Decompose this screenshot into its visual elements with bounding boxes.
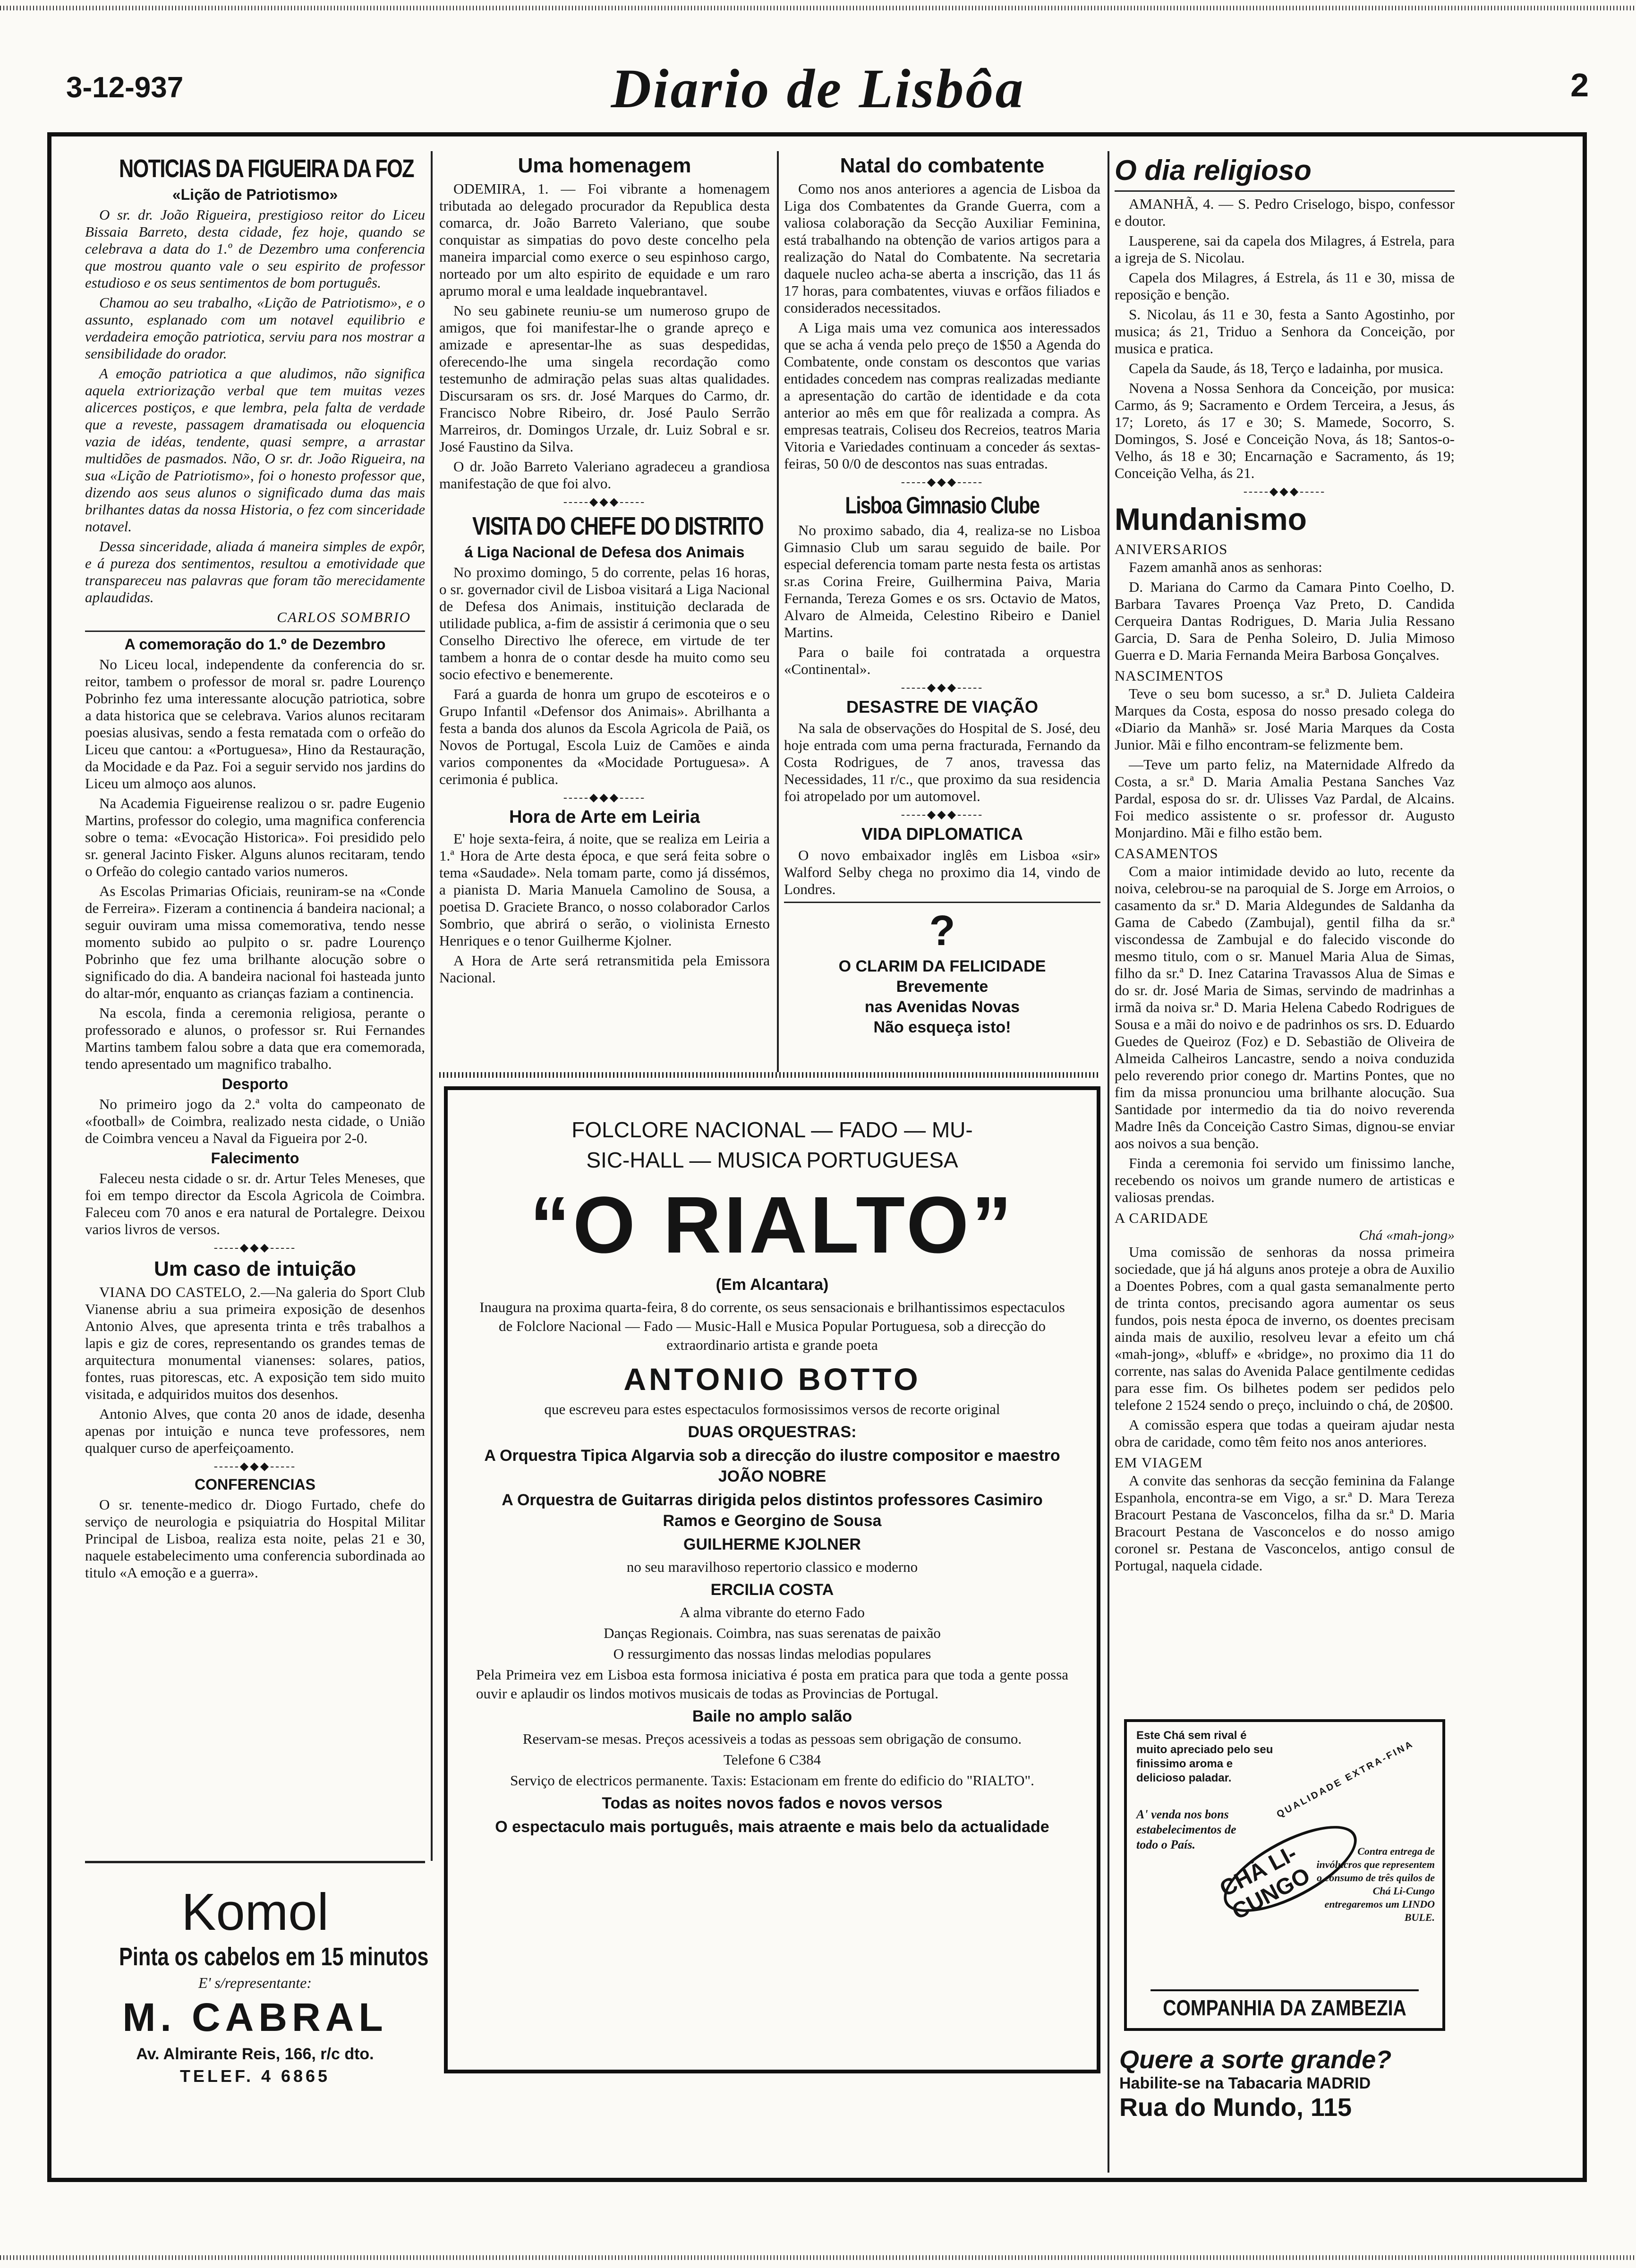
- headline-falecimento: Falecimento: [211, 1150, 299, 1167]
- headline-dia-religioso: O dia religioso: [1115, 154, 1312, 186]
- article-paragraph: S. Nicolau, ás 11 e 30, festa a Santo Agostinho, por musica; ás 21, Triduo a Senhora da Conceição, por musica e pratica.: [1115, 306, 1455, 357]
- rialto-text: Inaugura na proxima quarta-feira, 8 do corrente, os seus sensacionais e brilhantissimos espectaculos de Folclore Nacional — Fado — Music-Hall e Musica Popular Portuguesa, sob a direcção do extraordinario artista e grande poeta: [479, 1299, 1065, 1353]
- cha-licungo-advertisement: [1124, 1719, 1445, 2031]
- article-paragraph: As Escolas Primarias Oficiais, reuniram-se na «Conde de Ferreira». Fizeram a continencia á bandeira nacional; a seguir ouviram uma missa comemorativa, tendo nesse momento subido ao pulpito o sr. padre Lourenço Pobrinho que fez uma brilhante alocução sobre o significado do dia. A bandeira nacional foi hasteada junto do altar-mór, enquanto as crianças faziam a continencia.: [85, 883, 425, 1001]
- section-label: NASCIMENTOS: [1115, 667, 1224, 684]
- article-paragraph: Fazem amanhã anos as senhoras:: [1129, 559, 1322, 575]
- rialto-poet-name: ANTONIO BOTTO: [623, 1362, 921, 1397]
- rialto-advertisement: [444, 1086, 1100, 2073]
- rialto-orchestra: A Orquestra de Guitarras dirigida pelos distintos professores Casimiro Ramos e Georgino de Sousa: [502, 1491, 1043, 1530]
- ornament-divider: -----◆◆◆-----: [1243, 486, 1326, 498]
- decorative-stripe: [439, 1072, 1100, 1078]
- ornament-divider: -----◆◆◆-----: [563, 496, 646, 508]
- article-paragraph: ODEMIRA, 1. — Foi vibrante a homenagem tributada ao delegado procurador da Republica desta comarca, dr. João Barreto Valeriano, que soube conquistar as simpatias do povo deste concelho pela maneira imparcial como exerce o seu espinhoso cargo, norteado por um alto espirito de equidade e um raro aprumo moral e uma lealdade inquebrantavel.: [439, 180, 770, 299]
- article-paragraph: O sr. dr. João Rigueira, prestigioso reitor do Liceu Bissaia Barreto, desta cidade, fez hoje, quando se celebrava a data do 1.º de Dezembro uma conferencia que mostrou quanto vale o seu espirito de professor estudioso e os seus sentimentos de bom português.: [85, 206, 425, 291]
- komol-tagline: Pinta os cabelos em 15 minutos: [119, 1943, 429, 1971]
- rialto-performer: GUILHERME KJOLNER: [683, 1535, 861, 1553]
- cha-description: Este Chá sem rival é muito apreciado pelo seu finissimo aroma e delicioso paladar.: [1136, 1729, 1273, 1784]
- rialto-baile: Baile no amplo salão: [692, 1707, 852, 1725]
- article-paragraph: Fará a guarda de honra um grupo de escoteiros e o Grupo Infantil «Defensor dos Animais». Abrilhanta a festa a banda dos alunos da Escola Agricola de Paiã, os Novos de Portugal, Escola Luiz de Camões e ainda varios componentes da «Mocidade Portuguesa». A cerimonia é publica.: [439, 686, 770, 787]
- article-paragraph: No seu gabinete reuniu-se um numeroso grupo de amigos, que foi manifestar-lhe o grande apreço e amizade e apresentar-lhe as suas despedidas, oferecendo-lhe uma singela recordação como testemunho de admiração pelas suas altas qualidades. Discursaram os srs. dr. José Marques do Carmo, dr. Francisco Nobre Ribeiro, dr. José Paulo Serrão Marreiros, dr. Domingos Urzale, dr. Luiz Sobral e sr. José Faustino da Silva.: [439, 302, 770, 455]
- section-label: A CARIDADE: [1115, 1210, 1209, 1226]
- article-paragraph: Dessa sinceridade, aliada á maneira simples de expôr, e á pureza dos sentimentos, resultou a emotividade que transpareceu nas palavras que foram tão merecidamente aplaudidas.: [85, 538, 425, 605]
- page-number: 2: [1570, 67, 1589, 103]
- article-paragraph: No Liceu local, independente da conferencia do sr. reitor, tambem o professor de moral sr. padre Lourenço Pobrinho fez uma interessante alocução patriotica, sobre a data historica que se celebrava. Varios alunos recitaram poesias alusivas, sendo a festa rematada com o orfeão do Liceu que cantou: a «Portuguesa», Hino da Restauração, da Mocidade e da Paz. Foi a seguir servido nos jardins do Liceu um almoço aos alunos.: [85, 656, 425, 792]
- rialto-text: no seu maravilhoso repertorio classico e moderno: [626, 1559, 918, 1575]
- article-paragraph: A comissão espera que todas a queiram ajudar nesta obra de caridade, como têm feito nos anos anteriores.: [1115, 1416, 1455, 1450]
- article-paragraph: No proximo sabado, dia 4, realiza-se no Lisboa Gimnasio Club um sarau seguido de baile. Por especial deferencia tomam parte nesta festa os artistas sr.as Corina Freire, Guilhermina Paiva, Maria Fernanda, Tereza Gomes e os srs. Octavio de Matos, Alvaro de Almeida, Celestino Ribeiro e Daniel Martins.: [784, 522, 1100, 640]
- article-paragraph: O dr. João Barreto Valeriano agradeceu a grandiosa manifestação de que foi alvo.: [439, 458, 770, 492]
- clarim-line: nas Avenidas Novas: [864, 998, 1020, 1016]
- article-paragraph: A convite das senhoras da secção feminina da Falange Espanhola, encontra-se em Vigo, a sr.ª D. Mara Tereza Bracourt Pestana de Vasconcelos, filha da sr.ª D. Maria Bracourt Pestana de Vasconcelos e do nosso amigo coronel sr. Pestana de Vasconcelos, antigo consul de Portugal, naquela cidade.: [1115, 1472, 1455, 1574]
- bottom-edge-noise: [0, 2255, 1636, 2260]
- ornament-divider: -----◆◆◆-----: [901, 809, 984, 821]
- column-rule: [431, 151, 433, 1861]
- divider: [85, 631, 425, 632]
- article-paragraph: VIANA DO CASTELO, 2.—Na galeria do Sport Club Vianense abriu a sua primeira exposição de desenhos Antonio Alves, que apresenta trinta e três trabalhos a lapis e giz de cores, representando os grandes temas de arquitectura monumental vianenses: solares, patios, fontes, ruas pitorescas, etc. A exposição tem sido muito visitada, e adquiridos muitos dos desenhos.: [85, 1284, 425, 1402]
- headline-gimnasio: Lisboa Gimnasio Clube: [845, 492, 1040, 519]
- divider: [1115, 190, 1455, 192]
- clarim-line: Brevemente: [896, 978, 988, 996]
- column-rule: [777, 151, 779, 1072]
- komol-phone: TELEF. 4 6865: [179, 2066, 331, 2086]
- column-rule: [1108, 151, 1109, 2173]
- headline-visita: VISITA DO CHEFE DO DISTRITO: [472, 512, 764, 540]
- headline-conferencias: CONFERENCIAS: [194, 1476, 315, 1493]
- column-natal: [784, 151, 1100, 1039]
- headline-homenagem: Uma homenagem: [518, 154, 691, 177]
- divider: [784, 902, 1100, 903]
- cha-quality: QUALIDADE EXTRA-FINA: [1275, 1738, 1416, 1820]
- rialto-location: (Em Alcantara): [716, 1276, 829, 1294]
- issue-date: 3-12-937: [66, 71, 184, 104]
- headline-figueira: NOTICIAS DA FIGUEIRA DA FOZ: [119, 154, 414, 183]
- article-paragraph: Teve o seu bom sucesso, a sr.ª D. Julieta Caldeira Marques da Costa, esposa do nosso presado colega do «Diario da Manhã» sr. José Maria Marques da Costa Junior. Mãi e filho encontram-se felizmente bem.: [1115, 685, 1455, 753]
- rialto-orchestras-heading: DUAS ORQUESTRAS:: [688, 1423, 857, 1441]
- ornament-divider: -----◆◆◆-----: [901, 476, 984, 488]
- rialto-text: Danças Regionais. Coimbra, nas suas serenatas de paixão: [604, 1625, 941, 1641]
- article-paragraph: E' hoje sexta-feira, á noite, que se realiza em Leiria a 1.ª Hora de Arte desta época, e que será feita sobre o tema «Saudade». Nela tomam parte, como já dissémos, a pianista D. Maria Manuela Camolino de Sousa, a poetisa D. Graciete Branco, o nosso colaborador Carlos Sombrio, que abrirá o serão, o violinista Ernesto Henriques e o tenor Guilherme Kjolner.: [439, 830, 770, 949]
- article-paragraph: Para o baile foi contratada a orquestra «Continental».: [784, 644, 1100, 677]
- column-homenagem: [439, 151, 770, 989]
- rialto-text: O ressurgimento das nossas lindas melodias populares: [613, 1646, 931, 1662]
- clarim-line: Não esqueça isto!: [873, 1018, 1011, 1036]
- headline-comemoracao: A comemoração do 1.º de Dezembro: [124, 636, 386, 653]
- komol-rep-label: E' s/representante:: [198, 1974, 312, 1991]
- article-paragraph: Na sala de observações do Hospital de S. José, deu hoje entrada com uma perna fracturada, Fernando da Costa Rodrigues, de 7 anos, travessa das Necessidades, 11 r/c., que proximo da sua residencia foi atropelado por um automovel.: [784, 720, 1100, 804]
- article-paragraph: Como nos anos anteriores a agencia de Lisboa da Liga dos Combatentes da Grande Guerra, com a valiosa colaboração da Secção Auxiliar Feminina, está trabalhando na obtenção de varios artigos para a realização do Natal do Combatente. Na secretaria daquele nucleo acha-se aberta a inscrição, das 11 ás 17 horas, para combatentes, viuvas e orfãos filiados e considerados necessitados.: [784, 180, 1100, 316]
- rialto-phone: Telefone 6 C384: [723, 1751, 821, 1768]
- caridade-subtitle: Chá «mah-jong»: [1359, 1228, 1455, 1243]
- section-label: ANIVERSARIOS: [1115, 541, 1228, 557]
- clarim-line: O CLARIM DA FELICIDADE: [838, 957, 1046, 975]
- article-paragraph: AMANHÃ, 4. — S. Pedro Criselogo, bispo, confessor e doutor.: [1115, 196, 1455, 229]
- article-paragraph: Na Academia Figueirense realizou o sr. padre Eugenio Martins, professor do colegio, uma magnifica conferencia sobre o tema: «Evocação Historica». Foi presidido pelo sr. general Jacinto Fisker. Alguns alunos recitaram, tendo o Orfeão do colegio cantado varios numeros.: [85, 795, 425, 879]
- column-religioso-mundanismo: [1115, 151, 1455, 1710]
- sorte-address: Rua do Mundo, 115: [1119, 2093, 1352, 2122]
- komol-address: Av. Almirante Reis, 166, r/c dto.: [136, 2045, 374, 2063]
- rialto-text: Todas as noites novos fados e novos versos: [602, 1794, 943, 1812]
- rialto-text: que escreveu para estes espectaculos formosissimos versos de recorte original: [544, 1401, 1000, 1417]
- article-paragraph: No proximo domingo, 5 do corrente, pelas 16 horas, o sr. governador civil de Lisboa visitará a Liga Nacional de Defesa dos Animais, instituição declarada de utilidade publica, a-fim de assistir á cerimonia que o seu Conselho Directivo lhe oferece, em virtude de ter tambem a honra de o contar desde ha muito como seu socio efectivo e benemerente.: [439, 564, 770, 682]
- rialto-text: A alma vibrante do eterno Fado: [680, 1604, 865, 1620]
- rialto-genres-line: FOLCLORE NACIONAL — FADO — MU-: [571, 1117, 973, 1142]
- cha-brand: CHÁ LI-CUNGO: [1216, 1841, 1314, 1925]
- rialto-performer: ERCILIA COSTA: [710, 1581, 834, 1599]
- article-paragraph: Novena a Nossa Senhora da Conceição, por musica: Carmo, ás 9; Sacramento e Ordem Terceira, a Jesus, ás 17; Loreto, ás 17 e 30; S. Mamede, Socorro, S. Domingos, S. José e Conceição Nova, ás 18; Santos-o-Velho, ás 18 e 30; Encarnação e Sacramento, ás 19; Conceição Velha, ás 21.: [1115, 380, 1455, 481]
- cha-availability: A' venda nos bons estabelecimentos de todo o País.: [1136, 1808, 1236, 1851]
- clarim-question-mark: ?: [929, 907, 955, 955]
- section-label: CASAMENTOS: [1115, 845, 1218, 861]
- article-paragraph: Faleceu nesta cidade o sr. dr. Artur Teles Meneses, que foi em tempo director da Escola Agricola de Coimbra. Faleceu com 70 anos e era natural de Portalegre. Deixou varios livros de versos.: [85, 1170, 425, 1237]
- section-label: EM VIAGEM: [1115, 1454, 1203, 1471]
- newspaper-title: Diario de Lisbôa: [611, 58, 1025, 119]
- top-edge-noise: [0, 6, 1636, 10]
- rialto-name: “O RIALTO”: [529, 1180, 1015, 1270]
- headline-desastre: DESASTRE DE VIAÇÃO: [846, 697, 1039, 716]
- article-paragraph: O sr. tenente-medico dr. Diogo Furtado, chefe do serviço de neurologia e psiquiatria do Hospital Militar Principal de Lisboa, realiza esta noite, pelas 21 e 30, naquele estabelecimento uma conferencia subordinada ao titulo «A emoção e a guerra».: [85, 1496, 425, 1581]
- article-paragraph: —Teve um parto feliz, na Maternidade Alfredo da Costa, a sr.ª D. Maria Amalia Pestana Sanches Vaz Pardal, esposa do sr. dr. Ulisses Vaz Pardal, de Alcains. Foi medico assistente o sr. professor dr. Augusto Monjardino. Mãi e filho estão bem.: [1115, 756, 1455, 841]
- subhead-visita: á Liga Nacional de Defesa dos Animais: [464, 544, 745, 561]
- headline-licao: «Lição de Patriotismo»: [172, 186, 338, 203]
- article-paragraph: Na escola, finda a ceremonia religiosa, perante o professorado e alunos, o professor sr. Rui Fernandes Martins tambem falou sobre a data que era comemorada, tendo apresentado um magnifico trabalho.: [85, 1005, 425, 1072]
- headline-hora-de-arte: Hora de Arte em Leiria: [509, 807, 700, 827]
- ornament-divider: -----◆◆◆-----: [213, 1242, 297, 1254]
- cha-offer: Contra entrega de invólucros que representem o consumo de três quilos de Chá Li-Cungo entregaremos um LINDO BULE.: [1316, 1845, 1435, 1923]
- komol-advertisement: [85, 1861, 429, 2184]
- headline-intuicao: Um caso de intuição: [154, 1257, 356, 1280]
- article-paragraph: No primeiro jogo da 2.ª volta do campeonato de «football» de Coimbra, realizado nesta cidade, o União de Coimbra venceu a Naval da Figueira por 2-0.: [85, 1096, 425, 1146]
- rialto-genres-line: SIC-HALL — MUSICA PORTUGUESA: [586, 1148, 958, 1172]
- ornament-divider: -----◆◆◆-----: [901, 682, 984, 694]
- article-paragraph: O novo embaixador inglês em Lisboa «sir» Walford Selby chega no proximo dia 14, vindo de Londres.: [784, 847, 1100, 897]
- sorte-subline: Habilite-se na Tabacaria MADRID: [1119, 2074, 1371, 2092]
- headline-desporto: Desporto: [222, 1075, 289, 1092]
- article-paragraph: Com a maior intimidade devido ao luto, recente da noiva, celebrou-se na paroquial de S. Jorge em Arroios, o casamento da sr.ª D. Maria Aldegundes de Saldanha da Gama de Cabedo (Zambujal), gentil filha da sr.ª viscondessa de Zambujal e do falecido visconde do mesmo titulo, com o sr. Manuel Maria Alua de Simas, filho da sr.ª D. Inez Catarina Travassos Alua de Simas e do sr. dr. José Maria de Simas, servindo de madrinhas a irmã da noiva sr.ª D. Maria Helena Cabedo Rodrigues de Sousa e a mãi do noivo e de padrinhos os srs. D. Eduardo Guedes de Queiroz (Foz) e D. Sebastião de Oliveira de Almeida Calheiros Lancastre, sendo a noiva conduzida pelo reverendo prior conego dr. Martins Pontes, que no fim da missa pronunciou uma brilhante alocução. Sua Santidade por intermedio da tia do noivo reverenda Madre Inês da Conceição Castro Simas, dignou-se enviar aos noivos a sua benção.: [1115, 863, 1455, 1151]
- rialto-text: Serviço de electricos permanente. Taxis: Estacionam em frente do edificio do "RIALTO".: [510, 1772, 1034, 1789]
- headline-mundanismo: Mundanismo: [1115, 502, 1307, 537]
- komol-rep-name: M. CABRAL: [122, 1995, 388, 2039]
- article-paragraph: Capela dos Milagres, á Estrela, ás 11 e 30, missa de reposição e benção.: [1115, 269, 1455, 303]
- article-paragraph: D. Mariana do Carmo da Camara Pinto Coelho, D. Barbara Tavares Proença Vaz Preto, D. Candida Cerqueira Dantas Rodrigues, D. Maria Julia Ressano Garcia, D. Sara de Penha Soleiro, D. Julia Mimoso Guerra e D. Maria Fernanda Meira Barbosa Gonçalves.: [1115, 579, 1455, 663]
- article-paragraph: A Liga mais uma vez comunica aos interessados que se acha á venda pelo preço de 1$50 a Agenda do Combatente, onde constam os descontos que varias entidades concedem nas compras realizadas mediante a apresentação do cartão de identidade e da cota anterior ao mês em que fôr realizada a compra. As empresas teatrais, Coliseu dos Recreios, teatros Maria Vitoria e Variedades continuam a conceder ás sextas-feiras, 50 0/0 de descontos nas suas entradas.: [784, 319, 1100, 472]
- komol-brand: Komol: [181, 1883, 329, 1941]
- article-paragraph: A emoção patriotica a que aludimos, não significa aquela extriorização verbal que tem muitas vezes alicerces postiços, e que lembra, pela falta de verdade que a reveste, passagem dramatisada ou eloquencia vazia de idéas, tendente, quasi sempre, a arrastar multidões de pasmados. Não, O sr. dr. João Rigueira, na sua «Lição de Patriotismo», foi o honesto professor que, dizendo aos seus alunos o significado duma das mais brilhantes datas da nossa Historia, o fez com sinceridade notavel.: [85, 365, 425, 535]
- headline-natal: Natal do combatente: [840, 154, 1045, 177]
- article-paragraph: Uma comissão de senhoras da nossa primeira sociedade, que já há alguns anos proteje a obra de Auxilio a Doentes Pobres, com a qual gasta semanalmente perto de trinta contos, precisando agora aumentar os seus fundos, pois nesta época de inverno, os doentes precisam ainda mais de auxilio, resolveu levar a efeito um chá «mah-jong», «bluff» e «bridge», no proximo dia 11 do corrente, nas salas do Avenida Palace gentilmente cedidas para esse fim. Os bilhetes podem ser pedidos pelo telefone 2 1524 sendo o preço, incluindo o chá, de 20$00.: [1115, 1244, 1455, 1413]
- cha-company: COMPANHIA DA ZAMBEZIA: [1150, 1989, 1419, 2021]
- article-paragraph: Lausperene, sai da capela dos Milagres, á Estrela, para a igreja de S. Nicolau.: [1115, 232, 1455, 266]
- rialto-text: Pela Primeira vez em Lisboa esta formosa iniciativa é posta em pratica para que toda a gente possa ouvir e aplaudir os lindos motivos musicais de todas as Provincias de Portugal.: [476, 1666, 1068, 1702]
- article-paragraph: Antonio Alves, que conta 20 anos de idade, desenha apenas por intuição e nunca teve professores, nem qualquer curso de aperfeiçoamento.: [85, 1406, 425, 1456]
- ornament-divider: -----◆◆◆-----: [213, 1460, 297, 1473]
- rialto-text: O espectaculo mais português, mais atraente e mais belo da actualidade: [495, 1818, 1049, 1836]
- rialto-orchestra: A Orquestra Tipica Algarvia sob a direcção do ilustre compositor e maestro JOÃO NOBRE: [484, 1447, 1060, 1485]
- column-figueira: [85, 151, 425, 1584]
- headline-diplomatica: VIDA DIPLOMATICA: [861, 824, 1023, 844]
- article-paragraph: Chamou ao seu trabalho, «Lição de Patriotismo», e o assunto, esplanado com um notavel equilibrio e verdadeira emoção patriotica, serviu para nos mostrar a sensibilidade do orador.: [85, 294, 425, 362]
- sorte-headline: Quere a sorte grande?: [1119, 2046, 1392, 2074]
- ornament-divider: -----◆◆◆-----: [563, 792, 646, 804]
- tabacaria-madrid-advertisement: [1119, 2045, 1450, 2121]
- article-paragraph: Capela da Saude, ás 18, Terço e ladainha, por musica.: [1129, 360, 1444, 376]
- rialto-text: Reservam-se mesas. Preços acessiveis a todas as pessoas sem obrigação de consumo.: [522, 1731, 1022, 1747]
- article-paragraph: A Hora de Arte será retransmitida pela Emissora Nacional.: [439, 952, 770, 986]
- author-signature: CARLOS SOMBRIO: [277, 609, 411, 625]
- article-paragraph: Finda a ceremonia foi servido um finissimo lanche, recebendo os noivos um grande numero de artisticas e valiosas prendas.: [1115, 1155, 1455, 1205]
